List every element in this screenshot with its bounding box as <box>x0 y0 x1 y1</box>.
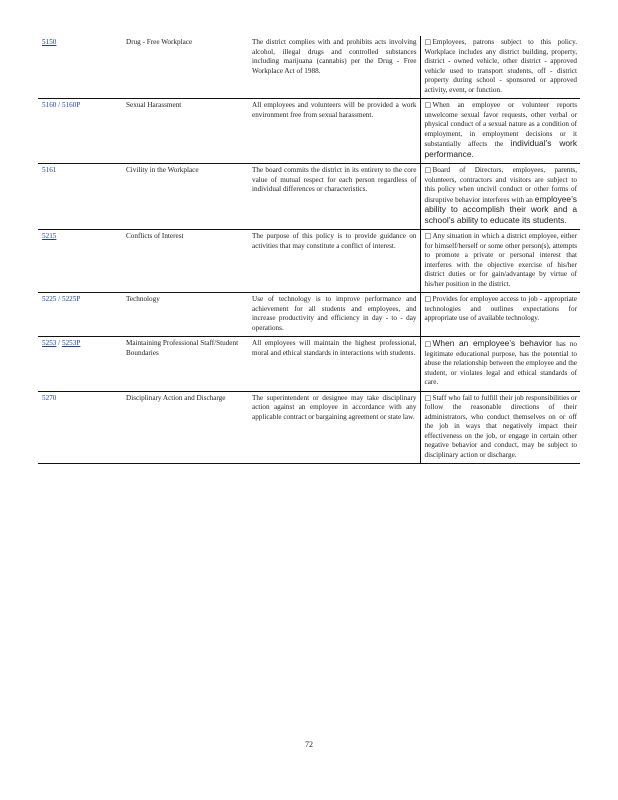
policy-description: The purpose of this policy is to provide guidance on activities that may constitute a conflict of interest. <box>248 230 420 293</box>
policy-number-cell: 5253 / 5253P <box>42 339 81 347</box>
policy-title: Conflicts of Interest <box>126 232 184 240</box>
policy-number-link[interactable]: 5253 <box>42 339 57 347</box>
policy-description: Use of technology is to improve performance and achievement for all students and employees, and increase productivity and efficiency in day - to - day operations. <box>248 293 420 337</box>
policy-number-link[interactable]: 5215 <box>42 232 57 240</box>
checkbox-bullet-icon: □ <box>424 38 432 46</box>
policy-number-cell: 5160 / 5160P <box>42 101 81 109</box>
table-row <box>38 230 580 293</box>
checkbox-bullet-icon: □ <box>424 166 432 174</box>
table-row <box>38 164 580 230</box>
table-row <box>38 99 580 164</box>
policy-number: 5160 <box>42 101 57 109</box>
applicability-tail-text: individual’s work performance. <box>424 138 578 159</box>
policy-number-cell <box>38 230 122 293</box>
policy-title: Sexual Harassment <box>126 101 182 109</box>
policy-number: 5225P <box>61 295 81 303</box>
table-row <box>38 293 580 337</box>
policy-number: 5225 <box>42 295 57 303</box>
applicability-lead-text: When an employee’s behavior <box>432 338 552 348</box>
checkbox-bullet-icon: □ <box>424 101 432 109</box>
applicability-text: Any situation in which a district employee, either for himself/herself or some other person(s), attempts to promote a private or personal interest that interferes with the objective exercise of his/her district duties or for gain/advantage by virtue of his/her position in the district. <box>424 232 577 288</box>
policy-number-cell: 5225 / 5225P <box>42 295 81 303</box>
applicability-text: Staff who fail to fulfill their job responsibilities or follow the reasonable directions of their administrators, who conduct themselves on or off the job in ways that negatively impact their effectiveness on the job, or engage in certain other negative behavior and conduct, may be subject to disciplinary action or discharge. <box>424 393 577 459</box>
policy-applicability <box>420 391 580 464</box>
policy-title: Maintaining Professional Staff/Student Boundaries <box>126 339 239 357</box>
policy-number: 5270 <box>42 393 57 402</box>
policy-description: The board commits the district in its entirety to the core value of mutual respect for each person regardless of individual differences or characteristics. <box>248 164 420 230</box>
table-row <box>38 391 580 464</box>
policy-description: The district complies with and prohibits acts involving alcohol, illegal drugs and controlled substances including marijuana (cannabis) per the Drug - Free Workplace Act of 1988. <box>248 36 420 99</box>
policy-applicability <box>420 99 580 164</box>
applicability-text: When an employee or volunteer reports unwelcome sexual favor requests, other verbal or physical conduct of a sexual nature as a condition of employment, in employment decisions or it substantially affects the <box>424 101 577 148</box>
policy-description: All employees will maintain the highest professional, moral and ethical standards in interactions with students. <box>248 337 420 392</box>
checkbox-bullet-icon: □ <box>424 295 432 303</box>
applicability-text: Board of Directors, employees, parents, volunteers, contractors and visitors are subject to this policy when uncivil conduct or other forms of disruptive behavior interferes with an <box>424 166 577 204</box>
applicability-text: Employees, patrons subject to this policy. Workplace includes any district building, property, district - owned vehicle, other district - approved vehicle used to transport students, off - district property during school - sponsored or approved activity, event, or function. <box>424 38 577 94</box>
applicability-text: Provides for employee access to job - appropriate technologies and outlines expectations for appropriate use of available technology. <box>424 295 577 322</box>
policy-description: All employees and volunteers will be provided a work environment free from sexual harassment. <box>248 99 420 164</box>
policy-number-cell <box>38 164 122 230</box>
policy-title: Technology <box>126 295 160 303</box>
policy-title: Drug - Free Workplace <box>126 38 193 46</box>
table-row <box>38 337 580 392</box>
applicability-tail-text: employee’s ability to accomplish their work and a school’s ability to educate its students. <box>424 193 577 225</box>
checkbox-bullet-icon: □ <box>424 393 432 402</box>
policy-title: Disciplinary Action and Discharge <box>126 393 226 402</box>
policy-number: 5161 <box>42 166 57 174</box>
policy-description: The superintendent or designee may take disciplinary action against an employee in accordance with any applicable contract or bargaining agreement or state law. <box>248 391 420 464</box>
policy-applicability <box>420 36 580 99</box>
policy-title: Civility in the Workplace <box>126 166 199 174</box>
policy-number-link[interactable]: 5150 <box>42 38 57 46</box>
policy-number: 5160P <box>61 101 81 109</box>
policy-table <box>38 36 580 464</box>
policy-applicability <box>420 230 580 293</box>
checkbox-bullet-icon: □ <box>424 232 432 240</box>
policy-number-link[interactable]: 5253P <box>61 339 81 347</box>
table-row <box>38 36 580 99</box>
policy-applicability <box>420 164 580 230</box>
policy-number-cell <box>38 36 122 99</box>
checkbox-bullet-icon: □ <box>424 340 432 348</box>
policy-applicability <box>420 293 580 337</box>
policy-applicability <box>420 337 580 392</box>
policy-number-cell <box>38 391 122 464</box>
applicability-text: has no legitimate educational purpose, has the potential to abuse the relationship between the employee and the student, or violates legal and ethical standards of care. <box>424 340 577 386</box>
page-number: 72 <box>305 740 313 749</box>
